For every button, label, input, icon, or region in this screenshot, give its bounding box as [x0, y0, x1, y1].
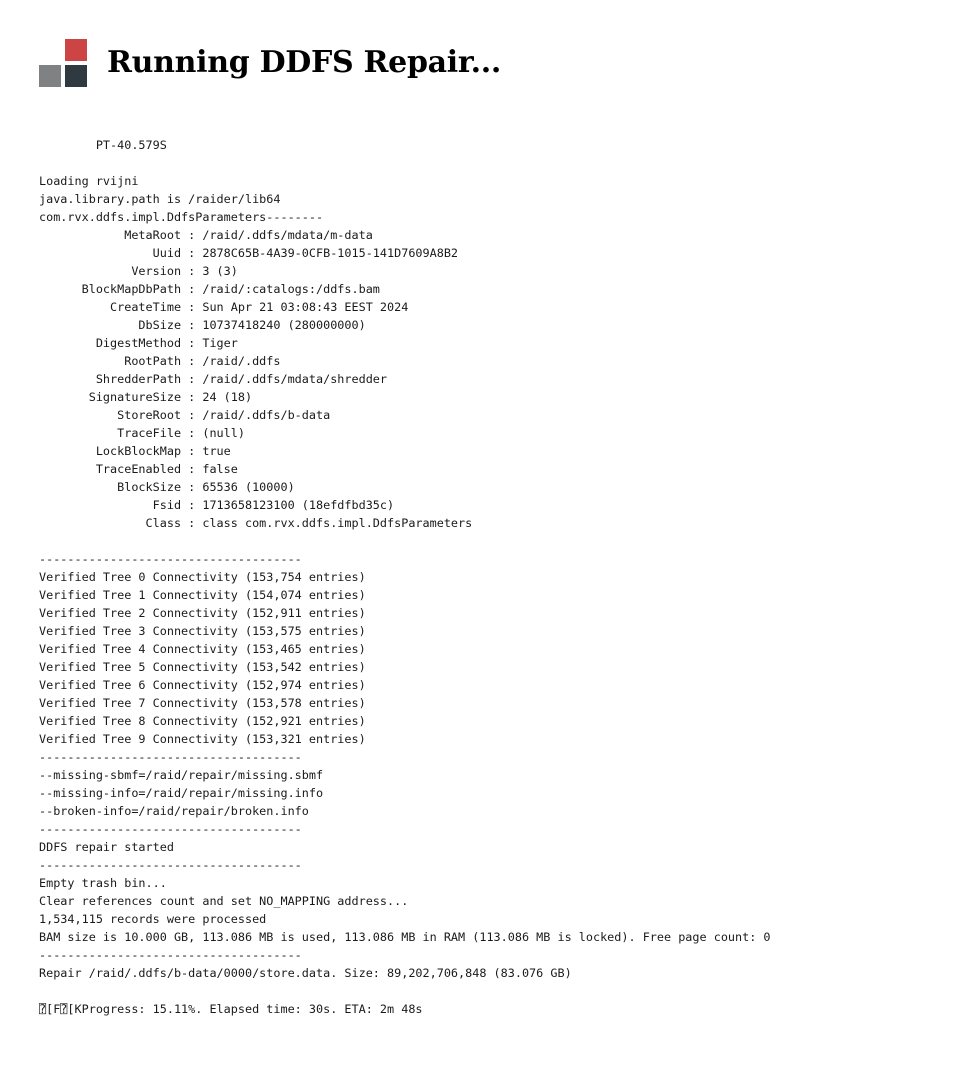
console-line: Verified Tree 9 Connectivity (153,321 entries): [39, 732, 366, 746]
console-line: -------------------------------------: [39, 552, 302, 566]
console-line: 1,534,115 records were processed: [39, 912, 267, 926]
console-line: com.rvx.ddfs.impl.DdfsParameters--------: [39, 210, 324, 224]
console-line: Verified Tree 8 Connectivity (152,921 entries): [39, 714, 366, 728]
console-line: -------------------------------------: [39, 750, 302, 764]
console-line: Version : 3 (3): [39, 264, 238, 278]
console-line: -------------------------------------: [39, 948, 302, 962]
console-line: Verified Tree 1 Connectivity (154,074 entries): [39, 588, 366, 602]
console-line: Fsid : 1713658123100 (18efdfbd35c): [39, 498, 395, 512]
console-line: Verified Tree 7 Connectivity (153,578 entries): [39, 696, 366, 710]
logo-square-gray: [39, 65, 61, 87]
console-line: Verified Tree 3 Connectivity (153,575 entries): [39, 624, 366, 638]
console-line: Empty trash bin...: [39, 876, 167, 890]
console-line: ⍰[F⍰[KProgress: 15.11%. Elapsed time: 30s. ETA: 2m 48s: [39, 1002, 423, 1016]
console-line: MetaRoot : /raid/.ddfs/mdata/m-data: [39, 228, 373, 242]
console-line: Verified Tree 6 Connectivity (152,974 entries): [39, 678, 366, 692]
console-line: SignatureSize : 24 (18): [39, 390, 253, 404]
console-line: StoreRoot : /raid/.ddfs/b-data: [39, 408, 331, 422]
console-line: Clear references count and set NO_MAPPING address...: [39, 894, 409, 908]
logo-square-red: [65, 39, 87, 61]
console-line: Verified Tree 0 Connectivity (153,754 entries): [39, 570, 366, 584]
console-line: Loading rvijni: [39, 174, 139, 188]
console-line: Repair /raid/.ddfs/b-data/0000/store.data. Size: 89,202,706,848 (83.076 GB): [39, 966, 572, 980]
console-line: [39, 154, 771, 172]
console-line: --missing-sbmf=/raid/repair/missing.sbmf: [39, 768, 324, 782]
console-line: Verified Tree 5 Connectivity (153,542 entries): [39, 660, 366, 674]
console-line: DigestMethod : Tiger: [39, 336, 238, 350]
console-line: ShredderPath : /raid/.ddfs/mdata/shredder: [39, 372, 388, 386]
page-title: Running DDFS Repair...: [107, 45, 502, 80]
console-line: DbSize : 10737418240 (280000000): [39, 318, 366, 332]
console-line: Verified Tree 2 Connectivity (152,911 entries): [39, 606, 366, 620]
console-line: --missing-info=/raid/repair/missing.info: [39, 786, 324, 800]
console-line: PT-40.579S: [39, 138, 167, 152]
console-line: BlockMapDbPath : /raid/:catalogs:/ddfs.bam: [39, 282, 380, 296]
console-line: TraceFile : (null): [39, 426, 245, 440]
console-line: [39, 982, 771, 1000]
console-line: -------------------------------------: [39, 822, 302, 836]
console-output: [39, 136, 771, 1018]
console-line: TraceEnabled : false: [39, 462, 238, 476]
console-line: [39, 532, 771, 550]
console-line: Uuid : 2878C65B-4A39-0CFB-1015-141D7609A8B2: [39, 246, 459, 260]
console-line: -------------------------------------: [39, 858, 302, 872]
console-line: java.library.path is /raider/lib64: [39, 192, 281, 206]
console-line: BAM size is 10.000 GB, 113.086 MB is used, 113.086 MB in RAM (113.086 MB is locked). Free page count: 0: [39, 930, 771, 944]
console-line: LockBlockMap : true: [39, 444, 231, 458]
console-line: Verified Tree 4 Connectivity (153,465 entries): [39, 642, 366, 656]
logo-square-dark: [65, 65, 87, 87]
page-header: [39, 39, 501, 87]
console-line: --broken-info=/raid/repair/broken.info: [39, 804, 309, 818]
console-line: CreateTime : Sun Apr 21 03:08:43 EEST 2024: [39, 300, 409, 314]
console-line: DDFS repair started: [39, 840, 174, 854]
console-line: BlockSize : 65536 (10000): [39, 480, 295, 494]
console-line: RootPath : /raid/.ddfs: [39, 354, 281, 368]
app-logo-icon: [39, 39, 87, 87]
console-line: Class : class com.rvx.ddfs.impl.DdfsParameters: [39, 516, 473, 530]
